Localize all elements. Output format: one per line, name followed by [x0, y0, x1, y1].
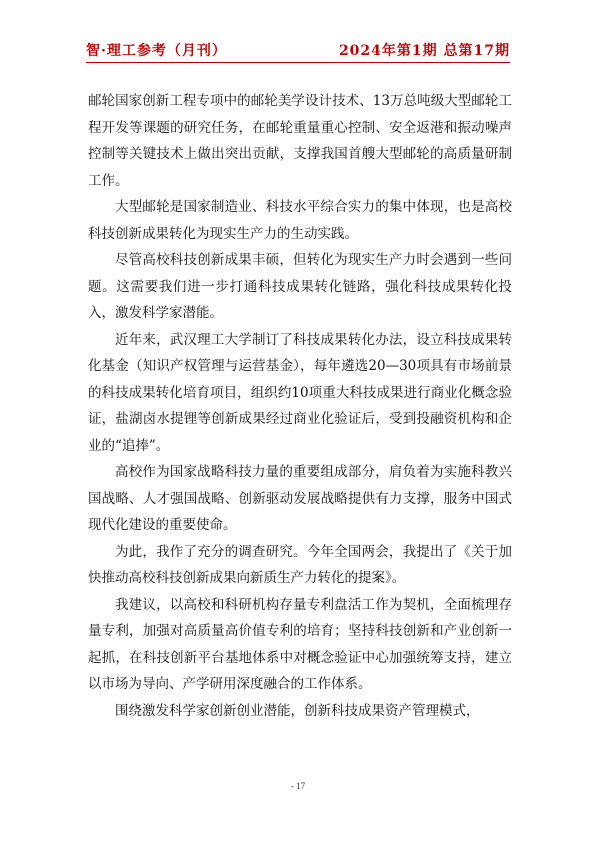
paragraph-8: 围绕激发科学家创新创业潜能，创新科技成果资产管理模式，: [115, 702, 480, 719]
header-divider: [86, 62, 510, 63]
running-header: [86, 40, 510, 60]
journal-title: 智·理工参考（月刊）: [86, 43, 227, 59]
article-body: [88, 88, 512, 724]
paragraph-1: 邮轮国家创新工程专项中的邮轮美学设计技术、13万总吨级大型邮轮工程开发等课题的研究任务，在邮轮重量重心控制、安全返港和振动噪声控制等关键技术上做出突出贡献，支撑我国首艘大型邮轮的高质量研制工作。: [88, 93, 512, 189]
paragraph-5: 高校作为国家战略科技力量的重要组成部分，肩负着为实施科教兴国战略、人才强国战略、创新驱动发展战略提供有力支撑，服务中国式现代化建设的重要使命。: [88, 464, 512, 533]
paragraph-6: 为此，我作了充分的调查研究。今年全国两会，我提出了《关于加快推动高校科技创新成果向新质生产力转化的提案》。: [88, 543, 512, 586]
paragraph-3: 尽管高校科技创新成果丰硕，但转化为现实生产力时会遇到一些问题。这需要我们进一步打通科技成果转化链路，强化科技成果转化投入，激发科学家潜能。: [88, 252, 512, 321]
paragraph-2: 大型邮轮是国家制造业、科技水平综合实力的集中体现，也是高校科技创新成果转化为现实生产力的生动实践。: [88, 199, 512, 242]
page-number: - 17: [290, 781, 306, 791]
paragraph-4: 近年来，武汉理工大学制订了科技成果转化办法，设立科技成果转化基金（知识产权管理与运营基金），每年遴选20—30项具有市场前景的科技成果转化培育项目，组织约10项重大科技成果进行商业化概念验证，盐湖卤水提锂等创新成果经过商业化验证后，受到投融资机构和企业的“追捧”。: [88, 331, 512, 454]
paragraph-7: 我建议，以高校和科研机构存量专利盘活工作为契机，全面梳理存量专利，加强对高质量高价值专利的培育；坚持科技创新和产业创新一起抓，在科技创新平台基地体系中对概念验证中心加强统筹支持，建立以市场为导向、产学研用深度融合的工作体系。: [88, 596, 512, 692]
issue-info: 2024年第1期 总第17期: [338, 43, 510, 59]
